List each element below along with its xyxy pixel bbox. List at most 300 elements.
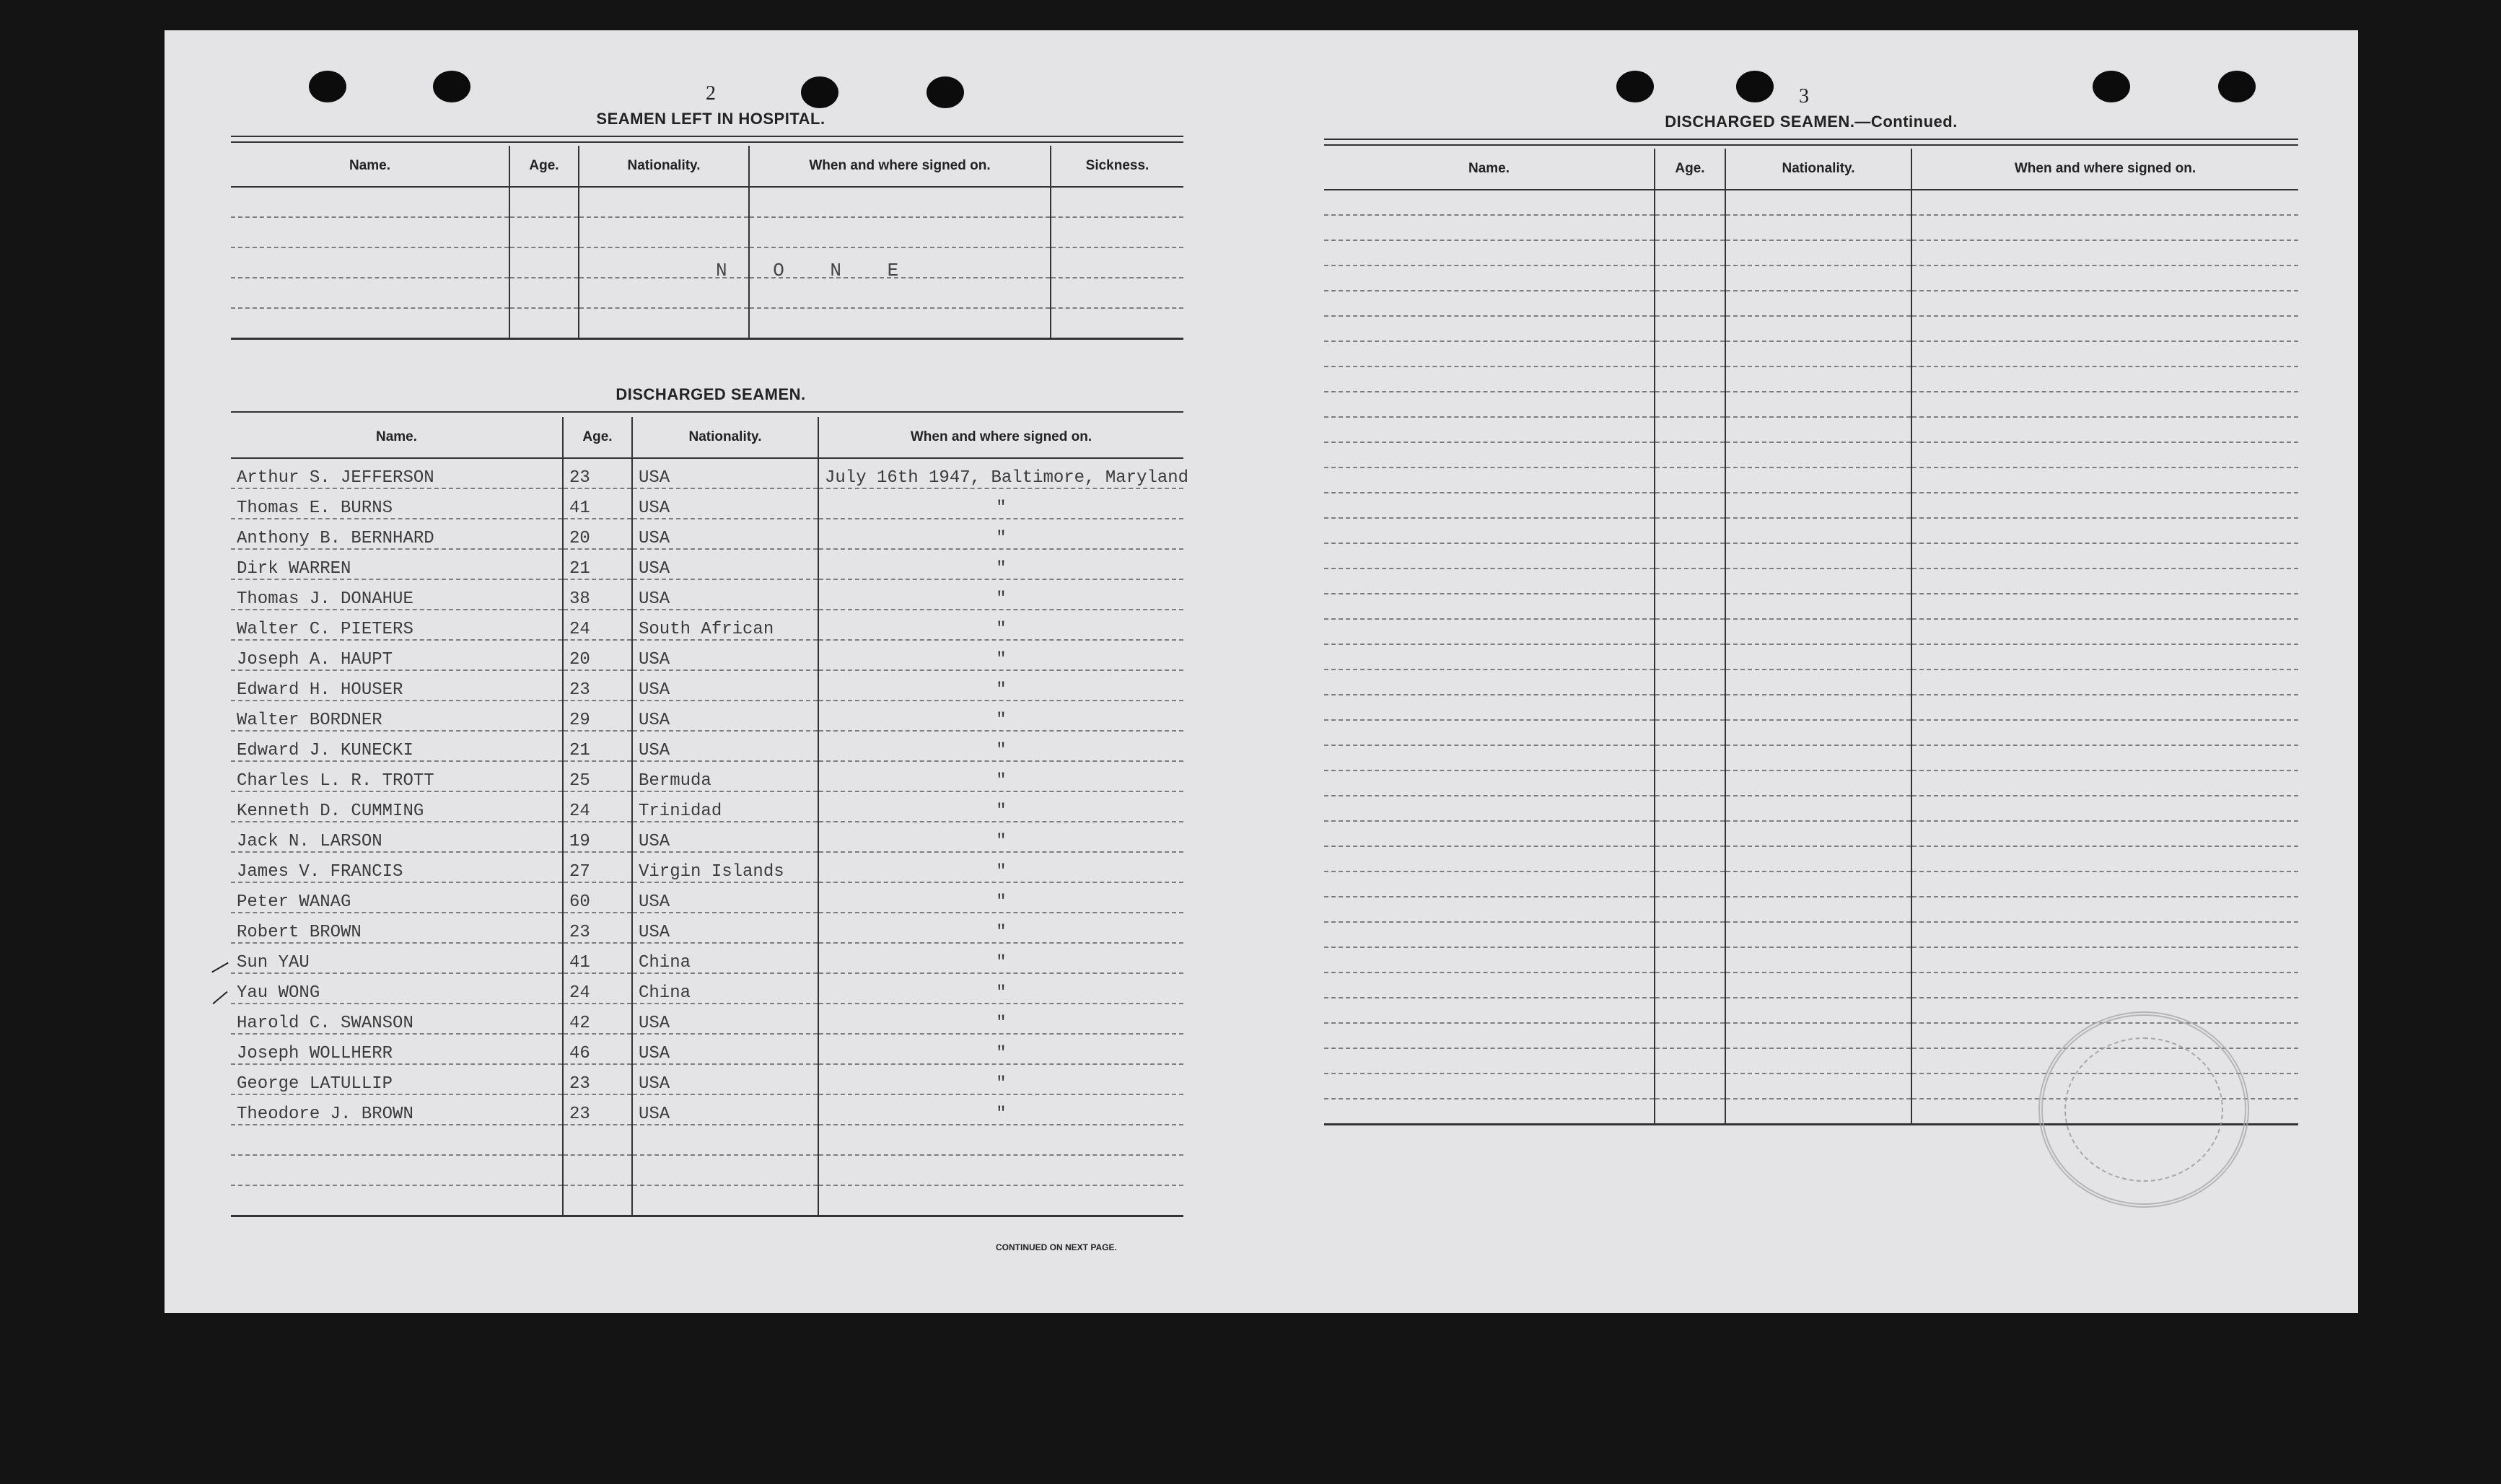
signed-on: " <box>818 670 1183 701</box>
table-row <box>1324 922 2298 947</box>
empty-cell <box>1655 897 1725 922</box>
empty-cell <box>1911 922 2298 947</box>
empty-cell <box>1725 493 1911 518</box>
empty-cell <box>1655 1023 1725 1048</box>
empty-cell <box>563 1185 632 1216</box>
document-spread <box>165 30 2358 1313</box>
seaman-nationality: USA <box>632 579 818 610</box>
empty-cell <box>1655 417 1725 442</box>
seaman-nationality: USA <box>632 549 818 579</box>
table-row <box>1324 796 2298 821</box>
seaman-age: 24 <box>563 791 632 822</box>
empty-cell <box>1911 745 2298 770</box>
empty-cell <box>1725 341 1911 366</box>
column-header: When and where signed on. <box>1911 149 2298 190</box>
table-row <box>231 1034 1183 1064</box>
signed-on: " <box>818 731 1183 761</box>
seaman-nationality: USA <box>632 488 818 519</box>
empty-cell <box>1324 897 1655 922</box>
empty-cell <box>1655 998 1725 1023</box>
table-row <box>1324 417 2298 442</box>
empty-cell <box>1911 215 2298 240</box>
empty-cell <box>1725 821 1911 846</box>
empty-cell <box>1655 745 1725 770</box>
empty-cell <box>1911 518 2298 543</box>
seaman-name: James V. FRANCIS <box>231 852 563 882</box>
empty-cell <box>1655 1048 1725 1074</box>
seaman-nationality: Virgin Islands <box>632 852 818 882</box>
tick-mark <box>212 991 227 1004</box>
seaman-nationality: Trinidad <box>632 791 818 822</box>
seaman-name: Harold C. SWANSON <box>231 1004 563 1034</box>
table-row <box>231 217 1183 247</box>
empty-cell <box>1725 215 1911 240</box>
empty-cell <box>1911 846 2298 871</box>
seaman-age: 20 <box>563 640 632 670</box>
table-row <box>231 1125 1183 1155</box>
right-page <box>1324 30 2298 1313</box>
tick-mark <box>211 962 229 973</box>
seaman-nationality: South African <box>632 610 818 640</box>
empty-cell <box>1911 543 2298 568</box>
column-header: When and where signed on. <box>818 417 1183 458</box>
discharged-continued-table <box>1324 149 2298 1125</box>
empty-cell <box>1911 594 2298 619</box>
empty-cell <box>1324 341 1655 366</box>
seaman-age: 23 <box>563 670 632 701</box>
seaman-nationality: USA <box>632 1034 818 1064</box>
empty-cell <box>818 1185 1183 1216</box>
empty-cell <box>1911 644 2298 669</box>
signed-on: " <box>818 1064 1183 1094</box>
table-row <box>231 791 1183 822</box>
empty-cell <box>1655 796 1725 821</box>
empty-cell <box>1655 1099 1725 1125</box>
seaman-age: 19 <box>563 822 632 852</box>
empty-cell <box>1324 518 1655 543</box>
seaman-age: 23 <box>563 913 632 943</box>
table-row <box>1324 568 2298 594</box>
table-row <box>231 579 1183 610</box>
empty-cell <box>1911 720 2298 745</box>
signed-on: " <box>818 852 1183 882</box>
seaman-nationality: USA <box>632 1004 818 1034</box>
empty-cell <box>1725 518 1911 543</box>
signed-on: " <box>818 519 1183 549</box>
seaman-nationality: USA <box>632 458 818 488</box>
empty-cell <box>1324 871 1655 897</box>
empty-cell <box>1911 467 2298 493</box>
seaman-age: 24 <box>563 973 632 1004</box>
empty-cell <box>1911 695 2298 720</box>
none-entry: N O N E <box>716 260 902 281</box>
table-row <box>1324 947 2298 972</box>
empty-cell <box>1324 770 1655 796</box>
seaman-age: 23 <box>563 458 632 488</box>
empty-cell <box>1655 770 1725 796</box>
empty-cell <box>1655 190 1725 215</box>
table-row <box>1324 366 2298 392</box>
column-header: Nationality. <box>1725 149 1911 190</box>
empty-cell <box>1725 998 1911 1023</box>
empty-cell <box>1725 796 1911 821</box>
signed-on: " <box>818 640 1183 670</box>
empty-cell <box>1655 1074 1725 1099</box>
empty-cell <box>632 1185 818 1216</box>
empty-cell <box>1725 846 1911 871</box>
seaman-age: 23 <box>563 1094 632 1125</box>
empty-cell <box>1655 215 1725 240</box>
empty-cell <box>1324 493 1655 518</box>
table-row <box>1324 265 2298 291</box>
empty-cell <box>1725 594 1911 619</box>
seaman-nationality: USA <box>632 731 818 761</box>
empty-cell <box>1725 568 1911 594</box>
empty-cell <box>1324 745 1655 770</box>
seaman-age: 24 <box>563 610 632 640</box>
empty-cell <box>818 1125 1183 1155</box>
table-row <box>1324 846 2298 871</box>
empty-cell <box>818 1155 1183 1185</box>
empty-cell <box>1655 291 1725 316</box>
table-row <box>1324 543 2298 568</box>
seaman-name: Sun YAU <box>231 943 563 973</box>
seaman-nationality: Bermuda <box>632 761 818 791</box>
signed-on: " <box>818 943 1183 973</box>
seaman-age: 46 <box>563 1034 632 1064</box>
table-row <box>1324 644 2298 669</box>
empty-cell <box>1324 366 1655 392</box>
table-row <box>1324 619 2298 644</box>
signed-on: July 16th 1947, Baltimore, Maryland <box>818 458 1183 488</box>
empty-cell <box>1324 1048 1655 1074</box>
empty-cell <box>1911 316 2298 341</box>
column-header: Sickness. <box>1051 146 1183 187</box>
seaman-age: 42 <box>563 1004 632 1034</box>
seaman-nationality: USA <box>632 701 818 731</box>
empty-cell <box>1725 644 1911 669</box>
empty-cell <box>1655 568 1725 594</box>
table-row <box>231 458 1183 488</box>
signed-on: " <box>818 973 1183 1004</box>
empty-cell <box>1655 619 1725 644</box>
seaman-age: 29 <box>563 701 632 731</box>
table-row <box>231 610 1183 640</box>
empty-cell <box>1725 366 1911 392</box>
table-row <box>1324 871 2298 897</box>
seaman-name: Walter BORDNER <box>231 701 563 731</box>
section-rule <box>1324 139 2298 146</box>
table-row <box>231 1094 1183 1125</box>
empty-cell <box>1725 972 1911 998</box>
empty-cell <box>1655 972 1725 998</box>
seaman-nationality: USA <box>632 882 818 913</box>
continued-note: CONTINUED ON NEXT PAGE. <box>996 1242 1117 1252</box>
table-row <box>231 488 1183 519</box>
empty-cell <box>1911 871 2298 897</box>
discharged-table <box>231 417 1189 1217</box>
empty-cell <box>1911 821 2298 846</box>
empty-cell <box>231 1125 563 1155</box>
signed-on: " <box>818 791 1183 822</box>
continued-section-title: DISCHARGED SEAMEN.—Continued. <box>1665 113 1958 131</box>
empty-cell <box>1655 720 1725 745</box>
empty-cell <box>1655 240 1725 265</box>
empty-cell <box>1655 493 1725 518</box>
table-row <box>231 973 1183 1004</box>
page-number: 2 <box>706 82 716 105</box>
seaman-name: Kenneth D. CUMMING <box>231 791 563 822</box>
seaman-age: 27 <box>563 852 632 882</box>
table-row <box>1324 316 2298 341</box>
empty-cell <box>1655 695 1725 720</box>
table-row <box>231 1155 1183 1185</box>
empty-cell <box>1725 720 1911 745</box>
seaman-age: 21 <box>563 549 632 579</box>
empty-cell <box>1324 644 1655 669</box>
empty-cell <box>1655 265 1725 291</box>
seaman-nationality: China <box>632 973 818 1004</box>
empty-cell <box>1911 366 2298 392</box>
seaman-name: Charles L. R. TROTT <box>231 761 563 791</box>
signed-on: " <box>818 913 1183 943</box>
signed-on: " <box>818 1034 1183 1064</box>
table-row <box>1324 493 2298 518</box>
empty-cell <box>1725 947 1911 972</box>
empty-cell <box>231 1155 563 1185</box>
empty-cell <box>1725 897 1911 922</box>
empty-cell <box>1725 240 1911 265</box>
table-row <box>1324 215 2298 240</box>
seaman-nationality: USA <box>632 822 818 852</box>
empty-cell <box>1725 669 1911 695</box>
empty-cell <box>1725 265 1911 291</box>
table-row <box>1324 897 2298 922</box>
empty-cell <box>1655 392 1725 417</box>
seaman-nationality: USA <box>632 670 818 701</box>
column-header: Age. <box>563 417 632 458</box>
table-row <box>231 549 1183 579</box>
empty-cell <box>1655 871 1725 897</box>
empty-cell <box>563 1125 632 1155</box>
table-row <box>231 1064 1183 1094</box>
column-header: Name. <box>231 146 509 187</box>
empty-cell <box>1655 442 1725 467</box>
empty-cell <box>1324 695 1655 720</box>
table-row <box>231 852 1183 882</box>
empty-cell <box>1725 619 1911 644</box>
empty-cell <box>1324 1099 1655 1125</box>
table-row <box>1324 770 2298 796</box>
seaman-name: George LATULLIP <box>231 1064 563 1094</box>
empty-cell <box>1911 493 2298 518</box>
seaman-nationality: USA <box>632 913 818 943</box>
empty-cell <box>1725 770 1911 796</box>
empty-cell <box>1725 745 1911 770</box>
empty-cell <box>1911 291 2298 316</box>
table-row <box>231 913 1183 943</box>
table-row <box>231 308 1183 339</box>
seaman-name: Jack N. LARSON <box>231 822 563 852</box>
table-row <box>231 670 1183 701</box>
empty-cell <box>1911 190 2298 215</box>
empty-cell <box>1655 518 1725 543</box>
empty-cell <box>1725 1099 1911 1125</box>
empty-cell <box>1911 796 2298 821</box>
signed-on: " <box>818 1094 1183 1125</box>
signed-on: " <box>818 822 1183 852</box>
seaman-age: 41 <box>563 488 632 519</box>
seaman-name: Anthony B. BERNHARD <box>231 519 563 549</box>
table-row <box>1324 291 2298 316</box>
table-row <box>1324 669 2298 695</box>
signed-on: " <box>818 488 1183 519</box>
empty-cell <box>1324 392 1655 417</box>
empty-cell <box>1725 467 1911 493</box>
empty-cell <box>1911 619 2298 644</box>
table-row <box>1324 467 2298 493</box>
empty-cell <box>1324 417 1655 442</box>
left-page <box>231 30 1191 1313</box>
seaman-name: Joseph WOLLHERR <box>231 1034 563 1064</box>
empty-cell <box>1324 594 1655 619</box>
stamp-ring <box>2064 1037 2223 1182</box>
empty-cell <box>1725 291 1911 316</box>
empty-cell <box>1324 240 1655 265</box>
empty-cell <box>1324 998 1655 1023</box>
empty-cell <box>1655 594 1725 619</box>
empty-cell <box>1324 821 1655 846</box>
seaman-nationality: China <box>632 943 818 973</box>
empty-cell <box>1655 316 1725 341</box>
empty-cell <box>1655 366 1725 392</box>
section-rule <box>231 411 1183 413</box>
table-row <box>1324 972 2298 998</box>
empty-cell <box>1911 972 2298 998</box>
empty-cell <box>1324 720 1655 745</box>
empty-cell <box>1911 947 2298 972</box>
empty-cell <box>1324 1023 1655 1048</box>
seaman-age: 23 <box>563 1064 632 1094</box>
signed-on: " <box>818 761 1183 791</box>
empty-cell <box>1725 392 1911 417</box>
empty-cell <box>1324 543 1655 568</box>
seaman-age: 25 <box>563 761 632 791</box>
table-row <box>231 882 1183 913</box>
table-row <box>1324 821 2298 846</box>
empty-cell <box>1725 442 1911 467</box>
empty-cell <box>1725 695 1911 720</box>
table-row <box>1324 720 2298 745</box>
empty-cell <box>1324 291 1655 316</box>
hospital-table <box>231 146 1183 340</box>
seaman-name: Peter WANAG <box>231 882 563 913</box>
empty-cell <box>1324 1074 1655 1099</box>
empty-cell <box>1324 972 1655 998</box>
empty-cell <box>1725 1023 1911 1048</box>
empty-cell <box>1655 669 1725 695</box>
table-row <box>231 761 1183 791</box>
empty-cell <box>1324 265 1655 291</box>
empty-cell <box>1324 796 1655 821</box>
column-header: Name. <box>1324 149 1655 190</box>
empty-cell <box>1324 190 1655 215</box>
seaman-name: Joseph A. HAUPT <box>231 640 563 670</box>
seaman-name: Arthur S. JEFFERSON <box>231 458 563 488</box>
table-row <box>1324 341 2298 366</box>
empty-cell <box>1911 341 2298 366</box>
empty-cell <box>1725 1074 1911 1099</box>
signed-on: " <box>818 882 1183 913</box>
discharged-section-title: DISCHARGED SEAMEN. <box>616 385 806 403</box>
seaman-nationality: USA <box>632 519 818 549</box>
table-row <box>1324 392 2298 417</box>
table-row <box>1324 240 2298 265</box>
hospital-section-title: SEAMEN LEFT IN HOSPITAL. <box>596 110 825 128</box>
empty-cell <box>1725 417 1911 442</box>
table-row <box>231 640 1183 670</box>
signed-on: " <box>818 579 1183 610</box>
empty-cell <box>1324 669 1655 695</box>
seaman-age: 41 <box>563 943 632 973</box>
signed-on: " <box>818 610 1183 640</box>
empty-cell <box>1725 543 1911 568</box>
empty-cell <box>1911 770 2298 796</box>
empty-cell <box>1911 417 2298 442</box>
empty-cell <box>1324 568 1655 594</box>
empty-cell <box>1725 871 1911 897</box>
empty-cell <box>1324 619 1655 644</box>
empty-cell <box>1911 897 2298 922</box>
seaman-name: Dirk WARREN <box>231 549 563 579</box>
column-header: When and where signed on. <box>749 146 1051 187</box>
empty-cell <box>1911 392 2298 417</box>
empty-cell <box>1324 316 1655 341</box>
empty-cell <box>1324 215 1655 240</box>
empty-cell <box>1655 543 1725 568</box>
empty-cell <box>563 1155 632 1185</box>
empty-cell <box>1655 821 1725 846</box>
seaman-age: 20 <box>563 519 632 549</box>
empty-cell <box>1324 442 1655 467</box>
column-header: Nationality. <box>579 146 749 187</box>
table-row <box>231 1004 1183 1034</box>
empty-cell <box>632 1155 818 1185</box>
column-header: Name. <box>231 417 563 458</box>
empty-cell <box>1911 669 2298 695</box>
seaman-name: Walter C. PIETERS <box>231 610 563 640</box>
empty-cell <box>1324 846 1655 871</box>
table-row <box>1324 190 2298 215</box>
seaman-nationality: USA <box>632 1064 818 1094</box>
empty-cell <box>1655 467 1725 493</box>
table-row <box>231 187 1183 217</box>
seaman-name: Thomas E. BURNS <box>231 488 563 519</box>
empty-cell <box>1911 568 2298 594</box>
seaman-name: Thomas J. DONAHUE <box>231 579 563 610</box>
empty-cell <box>1911 240 2298 265</box>
seaman-nationality: USA <box>632 1094 818 1125</box>
empty-cell <box>1725 922 1911 947</box>
table-row <box>231 247 1183 278</box>
table-row <box>1324 518 2298 543</box>
empty-cell <box>1655 947 1725 972</box>
empty-cell <box>1911 442 2298 467</box>
empty-cell <box>1655 341 1725 366</box>
seaman-name: Edward H. HOUSER <box>231 670 563 701</box>
seaman-name: Yau WONG <box>231 973 563 1004</box>
empty-cell <box>1725 316 1911 341</box>
